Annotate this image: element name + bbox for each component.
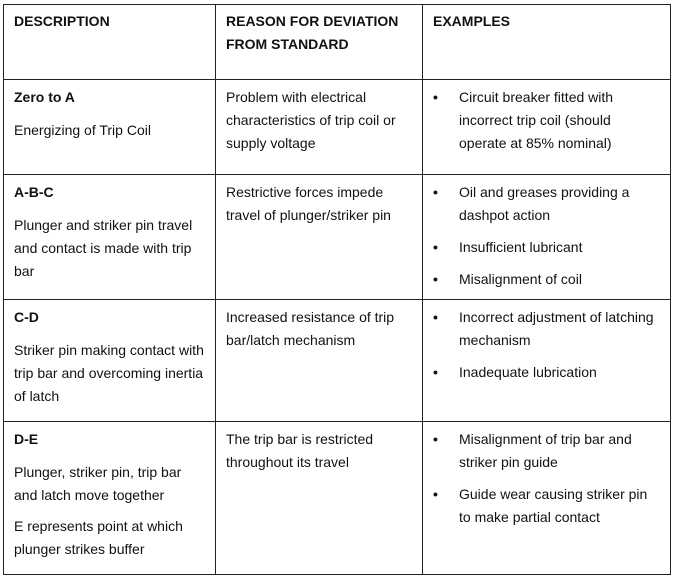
deviation-table xyxy=(3,4,671,575)
header-description: DESCRIPTION xyxy=(14,13,110,29)
example-text: Incorrect adjustment of latching mechanism xyxy=(459,309,654,348)
list-item xyxy=(433,306,660,352)
description-cell xyxy=(4,80,216,175)
table-row xyxy=(4,422,671,575)
header-cell-reason xyxy=(216,5,423,80)
description-cell xyxy=(4,422,216,575)
example-text: Guide wear causing striker pin to make partial contact xyxy=(459,486,648,525)
stage-description: E represents point at which plunger strikes buffer xyxy=(14,518,183,557)
examples-cell xyxy=(423,175,671,300)
example-text: Misalignment of coil xyxy=(459,271,582,287)
example-text: Inadequate lubrication xyxy=(459,364,597,380)
header-examples: EXAMPLES xyxy=(433,13,511,29)
description-cell xyxy=(4,175,216,300)
stage-code: A-B-C xyxy=(14,184,54,200)
reason-text: Restrictive forces impede travel of plunger/striker pin xyxy=(226,184,391,223)
examples-list xyxy=(433,428,660,529)
example-text: Circuit breaker fitted with incorrect trip coil (should operate at 85% nominal) xyxy=(459,89,614,151)
examples-cell xyxy=(423,80,671,175)
table-row xyxy=(4,80,671,175)
list-item xyxy=(433,268,660,291)
bullet-icon: • xyxy=(433,309,438,325)
stage-description: Striker pin making contact with trip bar and overcoming inertia of latch xyxy=(14,342,204,404)
table-row xyxy=(4,300,671,422)
reason-cell xyxy=(216,422,423,575)
stage-code: C-D xyxy=(14,309,39,325)
header-cell-description xyxy=(4,5,216,80)
example-text: Misalignment of trip bar and striker pin guide xyxy=(459,431,632,470)
examples-list xyxy=(433,181,660,291)
examples-list xyxy=(433,306,660,384)
reason-cell xyxy=(216,80,423,175)
bullet-icon: • xyxy=(433,239,438,255)
bullet-icon: • xyxy=(433,184,438,200)
stage-code: D-E xyxy=(14,431,39,447)
list-item xyxy=(433,236,660,259)
header-cell-examples xyxy=(423,5,671,80)
reason-text: Increased resistance of trip bar/latch mechanism xyxy=(226,309,395,348)
bullet-icon: • xyxy=(433,89,438,105)
list-item xyxy=(433,181,660,227)
reason-text: Problem with electrical characteristics of trip coil or supply voltage xyxy=(226,89,396,151)
bullet-icon: • xyxy=(433,486,438,502)
reason-cell xyxy=(216,175,423,300)
header-reason: REASON FOR DEVIATION FROM STANDARD xyxy=(226,13,399,52)
header-row xyxy=(4,5,671,80)
examples-list xyxy=(433,86,660,155)
reason-cell xyxy=(216,300,423,422)
list-item xyxy=(433,483,660,529)
list-item xyxy=(433,86,660,155)
list-item xyxy=(433,361,660,384)
examples-cell xyxy=(423,422,671,575)
stage-code: Zero to A xyxy=(14,89,75,105)
description-cell xyxy=(4,300,216,422)
bullet-icon: • xyxy=(433,431,438,447)
table-row xyxy=(4,175,671,300)
stage-description: Plunger, striker pin, trip bar and latch move together xyxy=(14,464,182,503)
examples-cell xyxy=(423,300,671,422)
stage-description: Plunger and striker pin travel and contact is made with trip bar xyxy=(14,217,193,279)
reason-text: The trip bar is restricted throughout its travel xyxy=(226,431,374,470)
example-text: Insufficient lubricant xyxy=(459,239,583,255)
bullet-icon: • xyxy=(433,364,438,380)
list-item xyxy=(433,428,660,474)
example-text: Oil and greases providing a dashpot action xyxy=(459,184,630,223)
stage-description: Energizing of Trip Coil xyxy=(14,122,151,138)
bullet-icon: • xyxy=(433,271,438,287)
